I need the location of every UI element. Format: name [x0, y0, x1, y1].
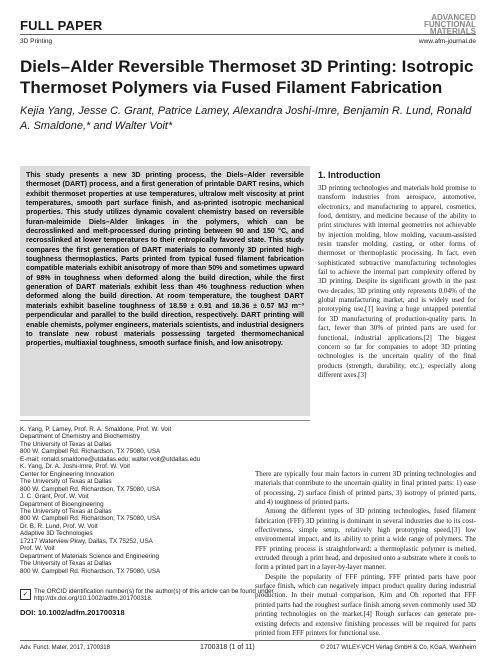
journal-logo — [356, 14, 476, 35]
affiliation-line: The University of Texas at Dallas — [20, 507, 112, 515]
footer-copyright: © 2017 WILEY-VCH Verlag GmbH & Co. KGaA, Weinheim — [320, 645, 476, 651]
affiliation-line: 800 W. Campbell Rd. Richardson, TX 75080, USA — [20, 567, 161, 575]
affiliation-email[interactable]: E-mail: ronald.smaldone@utdallas.edu; walter.voit@utdallas.edu — [20, 455, 201, 463]
affiliation-line: K. Yang, P. Lamey, Prof. R. A. Smaldone, Prof. W. Voit — [20, 426, 172, 433]
footer-page-number: 1700318 (1 of 11) — [200, 644, 255, 651]
orcid-note[interactable]: The ORCID identification number(s) for the author(s) of this article can be found under http://dx.doi.org/10.1002/adfm.201700318. — [34, 588, 274, 603]
affiliation-line: Department of Bioengineering — [20, 500, 104, 508]
affiliation-line: 800 W. Campbell Rd. Richardson, TX 75080, USA — [20, 448, 161, 456]
intro-paragraph: There are typically four main factors in current 3D printing technologies and materials that contribute to the uncertain quality in final printed parts: 1) ease of processing, 2) surface finish of printed parts, 3) isotropy of printed parts, and 4) toughness of printed parts. — [255, 470, 476, 507]
affiliation-line: Adaptive 3D Technologies — [20, 530, 93, 538]
intro-paragraph: Among the different types of 3D printing technologies, fused filament fabrication (FFF) 3D printing is dominant in several industries due to its cost-effectiveness, simple setup, relatively high prototyping speed,[3] low environmental impact, and its ability to print a wide range of polymers. The FFF printing process is straightforward: a thermoplastic polymer is melted, extruded through a print head, and deposited onto a substrate where it cools to form a printed part in a layer-by-layer manner. — [255, 507, 476, 572]
intro-heading: 1. Introduction — [318, 170, 381, 180]
section-type-label: FULL PAPER — [20, 18, 103, 33]
doi-link[interactable]: DOI: 10.1002/adfm.201700318 — [20, 608, 125, 617]
author-list: Kejia Yang, Jesse C. Grant, Patrice Lamey, Alexandra Joshi-Imre, Benjamin R. Lund, Ronald A. Smaldone,* and Walter Voit* — [20, 105, 472, 132]
intro-paragraph: 3D printing technologies and materials hold promise to transform industries from aerospace, automotive, electronics, and manufacturing to apparel, cosmetics, food, dentistry, and medicine because of the ability to print structures with internal geometries not achievable by injection molding, blow molding, vacuum-assisted resin transfer molding, casting, or other forms of thermoset or thermoplastic processing. In fact, even sophisticated subtractive manufacturing technologies fail to achieve the internal part complexity offered by 3D printing. Despite its significant growth in the past two decades, 3D printing only represents 0.04% of the global manufacturing market, and is widely used for prototyping use,[1] leaving a huge untapped potential for 3D manufacturing of production-quality parts. In fact, fewer than 30% of printed parts are used for functional, industrial applications.[2] The biggest concern so far for companies to adopt 3D printing technologies is the uncertain quality of the final products (strength, durability, etc.), especially along different axes.[3] — [318, 184, 476, 379]
affiliation-line: Prof. W. Voit — [20, 545, 55, 553]
affiliation-line: Dr. B. R. Lund, Prof. W. Voit — [20, 522, 98, 530]
affiliation-line: 800 W. Campbell Rd. Richardson, TX 75080, USA — [20, 515, 161, 523]
affiliation-line: K. Yang, Dr. A. Joshi-Imre, Prof. W. Voit — [20, 463, 131, 471]
affiliation-line: Department of Chemistry and Biochemistry — [20, 433, 141, 441]
logo-line-2: FUNCTIONAL — [424, 20, 476, 29]
abstract-text: This study presents a new 3D printing process, the Diels–Alder reversible thermoset (DART) process, and a first generation of printable DART resins, which exhibit thermoset properties at use temperatures, ultralow melt viscosity at print temperatures, smooth part surface finish, and as-printed isotropic mechanical properties. This study utilizes dynamic covalent chemistry based on reversible furan-maleimide Diels–Alder linkages in the polymers, which can be decrosslinked and melt-processed during printing between 90 and 150 °C, and recrosslinked at lower temperatures to their entropically favored state. This study compares the first generation of DART materials to commonly 3D printed high-toughness thermoplastics. Parts printed from typical fused filament fabrication compatible materials exhibit anisotropy of more than 50% and sometimes upward of 98% in toughness when deformed along the build direction, while the first generation of DART materials exhibit less than 4% toughness reduction when deformed along the build direction. At room temperature, the toughest DART materials exhibit baseline toughness of 18.59 ± 0.91 and 18.36 ± 0.57 MJ m⁻³ perpendicular and parallel to the build direction, respectively. DART printing will enable chemists, polymer engineers, materials scientists, and industrial designers to translate new robust materials possessing targeted thermomechanical properties, multiaxial toughness, smooth surface finish, and low anisotropy. — [26, 171, 304, 348]
affiliation-line: 800 W. Campbell Rd. Richardson, TX 75080, USA — [20, 485, 161, 493]
intro-column-lower — [255, 470, 476, 638]
logo-line-3: MATERIALS — [429, 27, 476, 36]
footer-divider — [20, 640, 476, 641]
affiliation-line: The University of Texas at Dallas — [20, 440, 112, 448]
logo-line-1: ADVANCED — [431, 13, 476, 22]
affiliation-divider — [20, 420, 310, 421]
footer-journal: Adv. Funct. Mater. 2017, 1700318 — [20, 645, 110, 651]
section-name: 3D Printing — [20, 38, 53, 45]
affiliation-line: 17217 Waterview Pkwy, Dallas, TX 75252, USA — [20, 537, 153, 545]
journal-url-link[interactable]: www.afm-journal.de — [418, 38, 476, 45]
orcid-icon: ✓ — [20, 589, 31, 600]
intro-column-upper — [318, 184, 476, 380]
intro-paragraph: Despite the popularity of FFF printing, FFF printed parts have poor surface finish, which can negatively impact product quality during industrial production. In their mutual comparison, Kim and Oh reported that FFF printed parts had the roughest surface finish among seven commonly used 3D printing technologies on the market.[4] Rough surfaces can generate pre-existing defects and extensive finishing processes will be required for parts printed from FFF printers for functional use. — [255, 572, 476, 637]
affiliation-line: Center for Engineering Innovation — [20, 470, 115, 478]
paper-title: Diels–Alder Reversible Thermoset 3D Printing: Isotropic Thermoset Polymers via Fused Filament Fabrication — [20, 57, 474, 97]
affiliation-line: J. C. Grant, Prof. W. Voit — [20, 493, 89, 501]
affiliation-line: The University of Texas at Dallas — [20, 478, 112, 486]
affiliation-line: Department of Materials Science and Engineering — [20, 552, 159, 560]
affiliation-line: The University of Texas at Dallas — [20, 560, 112, 568]
